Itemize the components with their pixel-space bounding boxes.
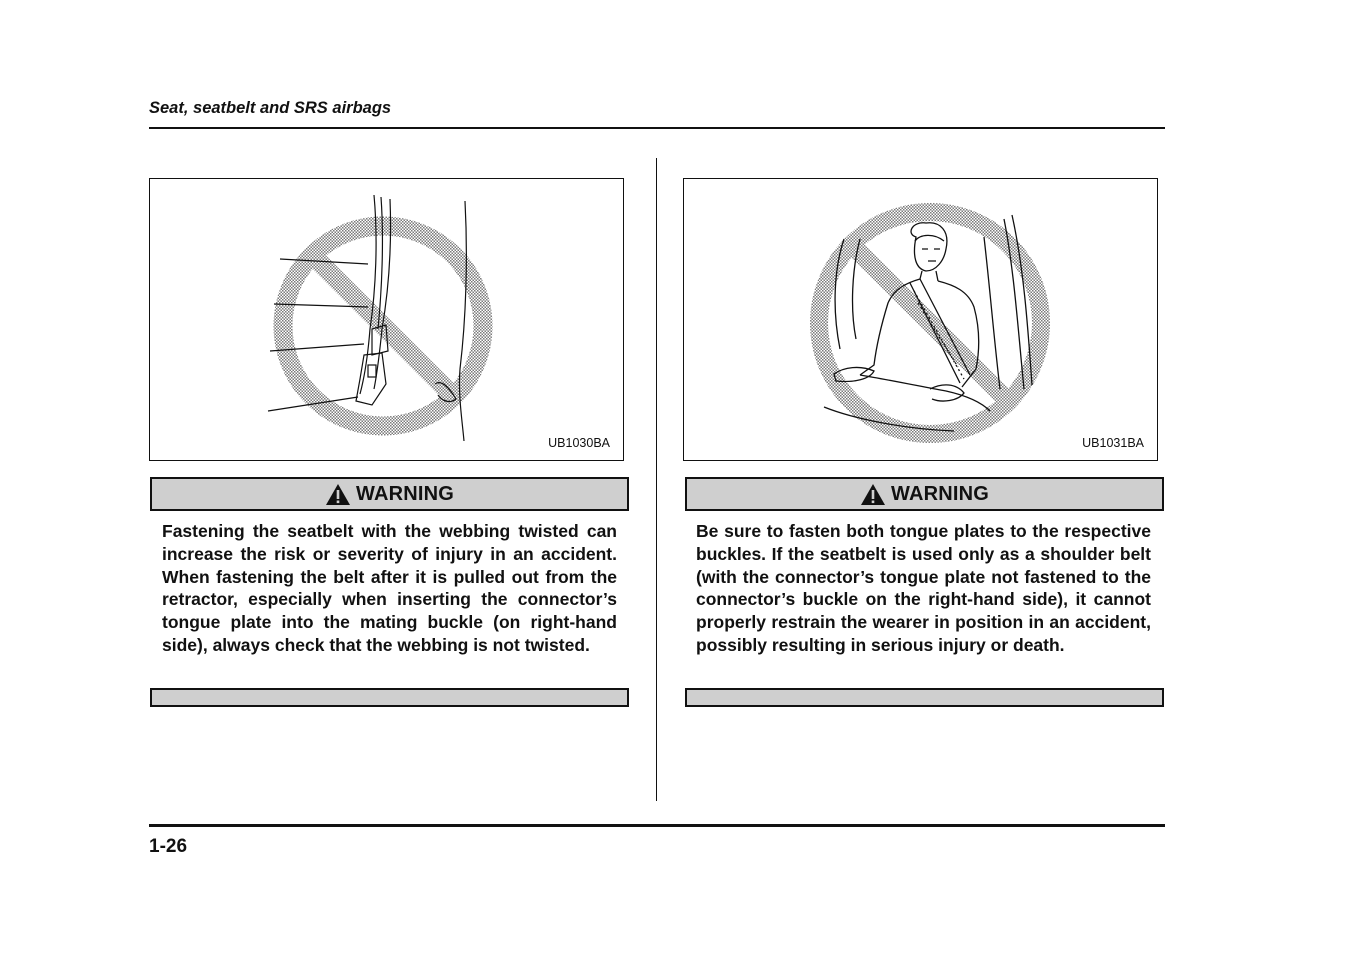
warning-text: Fastening the seatbelt with the webbing twisted can increase the risk or severity of injury in an accident. When fastening the belt after it is pulled out from the retractor, especially when inserting the connector’s tongue plate into the mating buckle (on right-hand side), always check that the webbing is not twisted. bbox=[162, 521, 617, 655]
warning-end-bar bbox=[685, 688, 1164, 707]
footer-rule bbox=[149, 824, 1165, 827]
warning-label: WARNING bbox=[355, 482, 455, 505]
warning-header bbox=[150, 477, 629, 511]
warning-text: Be sure to fasten both tongue plates to the respective buckles. If the seatbelt is used only as a shoulder belt (with the connector’s tongue plate not fastened to the connector’s buckle on the right-hand side), it cannot properly restrain the wearer in position in an accident, possibly resulting in serious injury or death. bbox=[696, 521, 1151, 655]
figure-code: UB1030BA bbox=[548, 436, 610, 450]
twisted-belt-illustration bbox=[150, 179, 625, 462]
warning-header bbox=[685, 477, 1164, 511]
figure-code: UB1031BA bbox=[1082, 436, 1144, 450]
warning-end-bar bbox=[150, 688, 629, 707]
figure-twisted-belt bbox=[149, 178, 624, 461]
header-rule bbox=[149, 127, 1165, 129]
column-divider bbox=[656, 158, 657, 801]
warning-label: WARNING bbox=[890, 482, 990, 505]
page-number: 1-26 bbox=[149, 836, 188, 857]
section-title: Seat, seatbelt and SRS airbags bbox=[149, 99, 392, 117]
warning-triangle-icon bbox=[860, 483, 886, 506]
figure-shoulder-belt-only bbox=[683, 178, 1158, 461]
warning-triangle-icon bbox=[325, 483, 351, 506]
shoulder-belt-illustration bbox=[684, 179, 1159, 462]
